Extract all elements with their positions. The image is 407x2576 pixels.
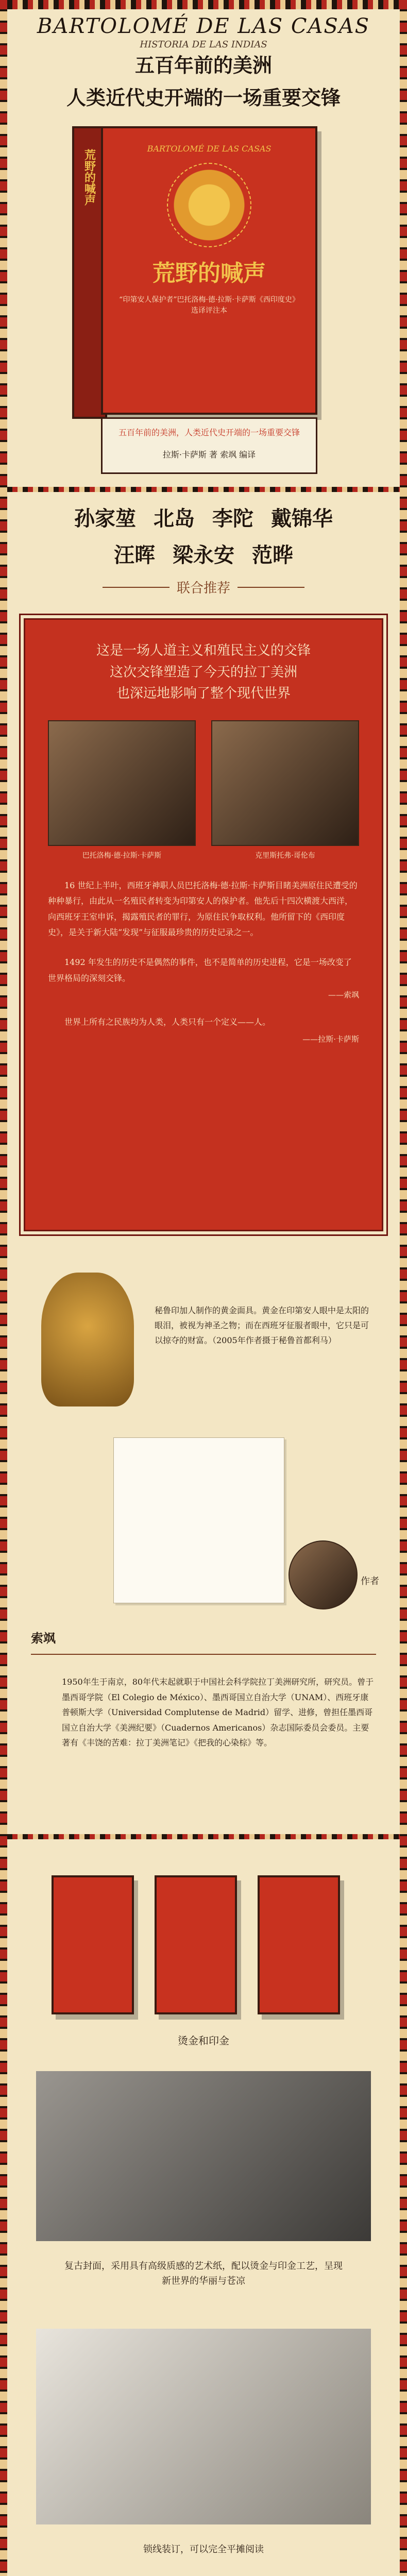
book-band <box>101 417 317 474</box>
recommender-name: 北岛 <box>154 506 195 531</box>
las-casas-portrait-image <box>48 720 196 846</box>
cover-author-en: BARTOLOMÉ DE LAS CASAS <box>147 144 272 154</box>
top-pattern-band <box>7 0 400 9</box>
author-portrait-caption: 作者 <box>361 1576 379 1587</box>
cover-subtitle: “印第安人保护者”巴托洛梅·德·拉斯·卡萨斯《西印度史》选译评注本 <box>119 296 299 315</box>
quote-sign: ——拉斯·卡萨斯 <box>302 1034 359 1044</box>
intro-quote: 世界上所有之民族均为人类，人类只有一个定义——人。 <box>64 1017 271 1027</box>
right-border-ornament <box>400 0 407 2576</box>
design-caption-1: 烫金和印金 <box>178 2035 229 2047</box>
portrait-right <box>211 720 359 860</box>
spine-label: 荒野的喊声 <box>82 149 96 206</box>
author-bio: 1950年生于南京，80年代末起就职于中国社会科学院拉丁美洲研究所，研究员。曾于墨西哥学院（El Colegio de México）、墨西哥国立自治大学（UNAM）、西班牙康普顿斯大学（Universidad Complutense de Madrid）留学、进修，曾担任墨西哥国立自治大学《美洲纪要》（Cuadernos Americanos）杂志国际委员会委员。主要著有《丰饶的苦难：拉丁美洲笔记》《把我的心染棕》等。 <box>62 1677 374 1748</box>
left-border-ornament <box>0 0 7 2576</box>
book-cover <box>101 126 317 415</box>
author-portrait-image <box>289 1540 358 1609</box>
cover-closeup-image <box>36 2071 371 2241</box>
book-page-image <box>113 1437 284 1603</box>
series-title: BARTOLOMÉ DE LAS CASAS <box>37 14 370 38</box>
recommenders <box>21 502 386 597</box>
intro-line: 这次交锋塑造了今天的拉丁美洲 <box>109 664 297 680</box>
intro-panel <box>24 618 383 1231</box>
headline-line-1: 五百年前的美洲 <box>134 54 272 77</box>
quote-sign: ——索飒 <box>328 990 359 1000</box>
author-name: 索飒 <box>31 1631 56 1646</box>
sun-emblem-icon <box>167 163 251 247</box>
intro-paragraph: 1492 年发生的历史不是偶然的事件，也不是简单的历史进程，它是一场改变了世界格局的深刻交锋。 <box>48 957 352 983</box>
series-header <box>21 14 386 50</box>
portrait-left <box>48 720 196 860</box>
portrait-caption: 巴托洛梅·德·拉斯·卡萨斯 <box>82 851 162 860</box>
cover-credits: 拉斯·卡萨斯 著 索飒 编译 <box>162 450 256 460</box>
artifact-text: 秘鲁印加人制作的黄金面具。黄金在印第安人眼中是太阳的眼泪，被视为神圣之物；而在西班牙征服者眼中，它只是可以掠夺的财富。（2005年作者摄于秘鲁首都利马） <box>155 1306 369 1345</box>
intro-lines <box>48 640 359 705</box>
series-subtitle: HISTORIA DE LAS INDIAS <box>140 39 267 50</box>
columbus-portrait-image <box>211 720 359 846</box>
design-book-3-image <box>258 1875 340 2014</box>
portrait-caption: 克里斯托弗·哥伦布 <box>255 851 315 860</box>
recommender-name: 李陀 <box>212 506 253 531</box>
recommender-name: 戴锦华 <box>271 506 333 531</box>
recommender-name: 范晔 <box>252 543 293 567</box>
design-caption-3: 锁线装订，可以完全平摊阅读 <box>143 2544 264 2555</box>
recommender-name: 汪晖 <box>114 543 155 567</box>
intro-line: 这是一场人道主义和殖民主义的交锋 <box>96 643 311 658</box>
headline <box>21 49 386 110</box>
open-book-image <box>36 2329 371 2524</box>
cover-blurb: 五百年前的美洲，人类近代史开端的一场重要交锋 <box>118 428 300 437</box>
recommender-name: 梁永安 <box>173 543 234 567</box>
divider-band-1 <box>7 487 400 492</box>
design-caption-2: 复古封面，采用具有高级质感的艺术纸，配以烫金与印金工艺，呈现新世界的华丽与苍凉 <box>64 2261 343 2286</box>
gold-mask-image <box>41 1273 134 1406</box>
portrait-row <box>48 720 359 860</box>
recommender-row-2 <box>21 539 386 568</box>
recommender-row-1 <box>21 502 386 532</box>
cover-title: 荒野的喊声 <box>152 260 266 286</box>
design-book-1-image <box>52 1875 134 2014</box>
recommend-caption-text: 联合推荐 <box>176 581 230 596</box>
intro-paragraph: 16 世纪上半叶，西班牙神职人员巴托洛梅·德·拉斯·卡萨斯目睹美洲原住民遭受的种种暴行，由此从一名殖民者转变为印第安人的保护者。他先后十四次横渡大西洋，向西班牙王室申诉，揭露殖民者的罪行，为原住民争取权利。他所留下的《西印度史》，是关于新大陆“发现”与征服最珍贵的历史记录之一。 <box>48 880 358 937</box>
recommender-name: 孙家堃 <box>74 506 136 531</box>
design-book-2-image <box>155 1875 237 2014</box>
divider-line <box>238 587 304 588</box>
headline-line-2: 人类近代史开端的一场重要交锋 <box>66 86 341 109</box>
intro-line: 也深远地影响了整个现代世界 <box>116 686 291 702</box>
author-divider <box>31 1654 376 1655</box>
recommend-caption <box>21 578 386 597</box>
divider-line <box>103 587 169 588</box>
divider-band-2 <box>7 1834 400 1839</box>
